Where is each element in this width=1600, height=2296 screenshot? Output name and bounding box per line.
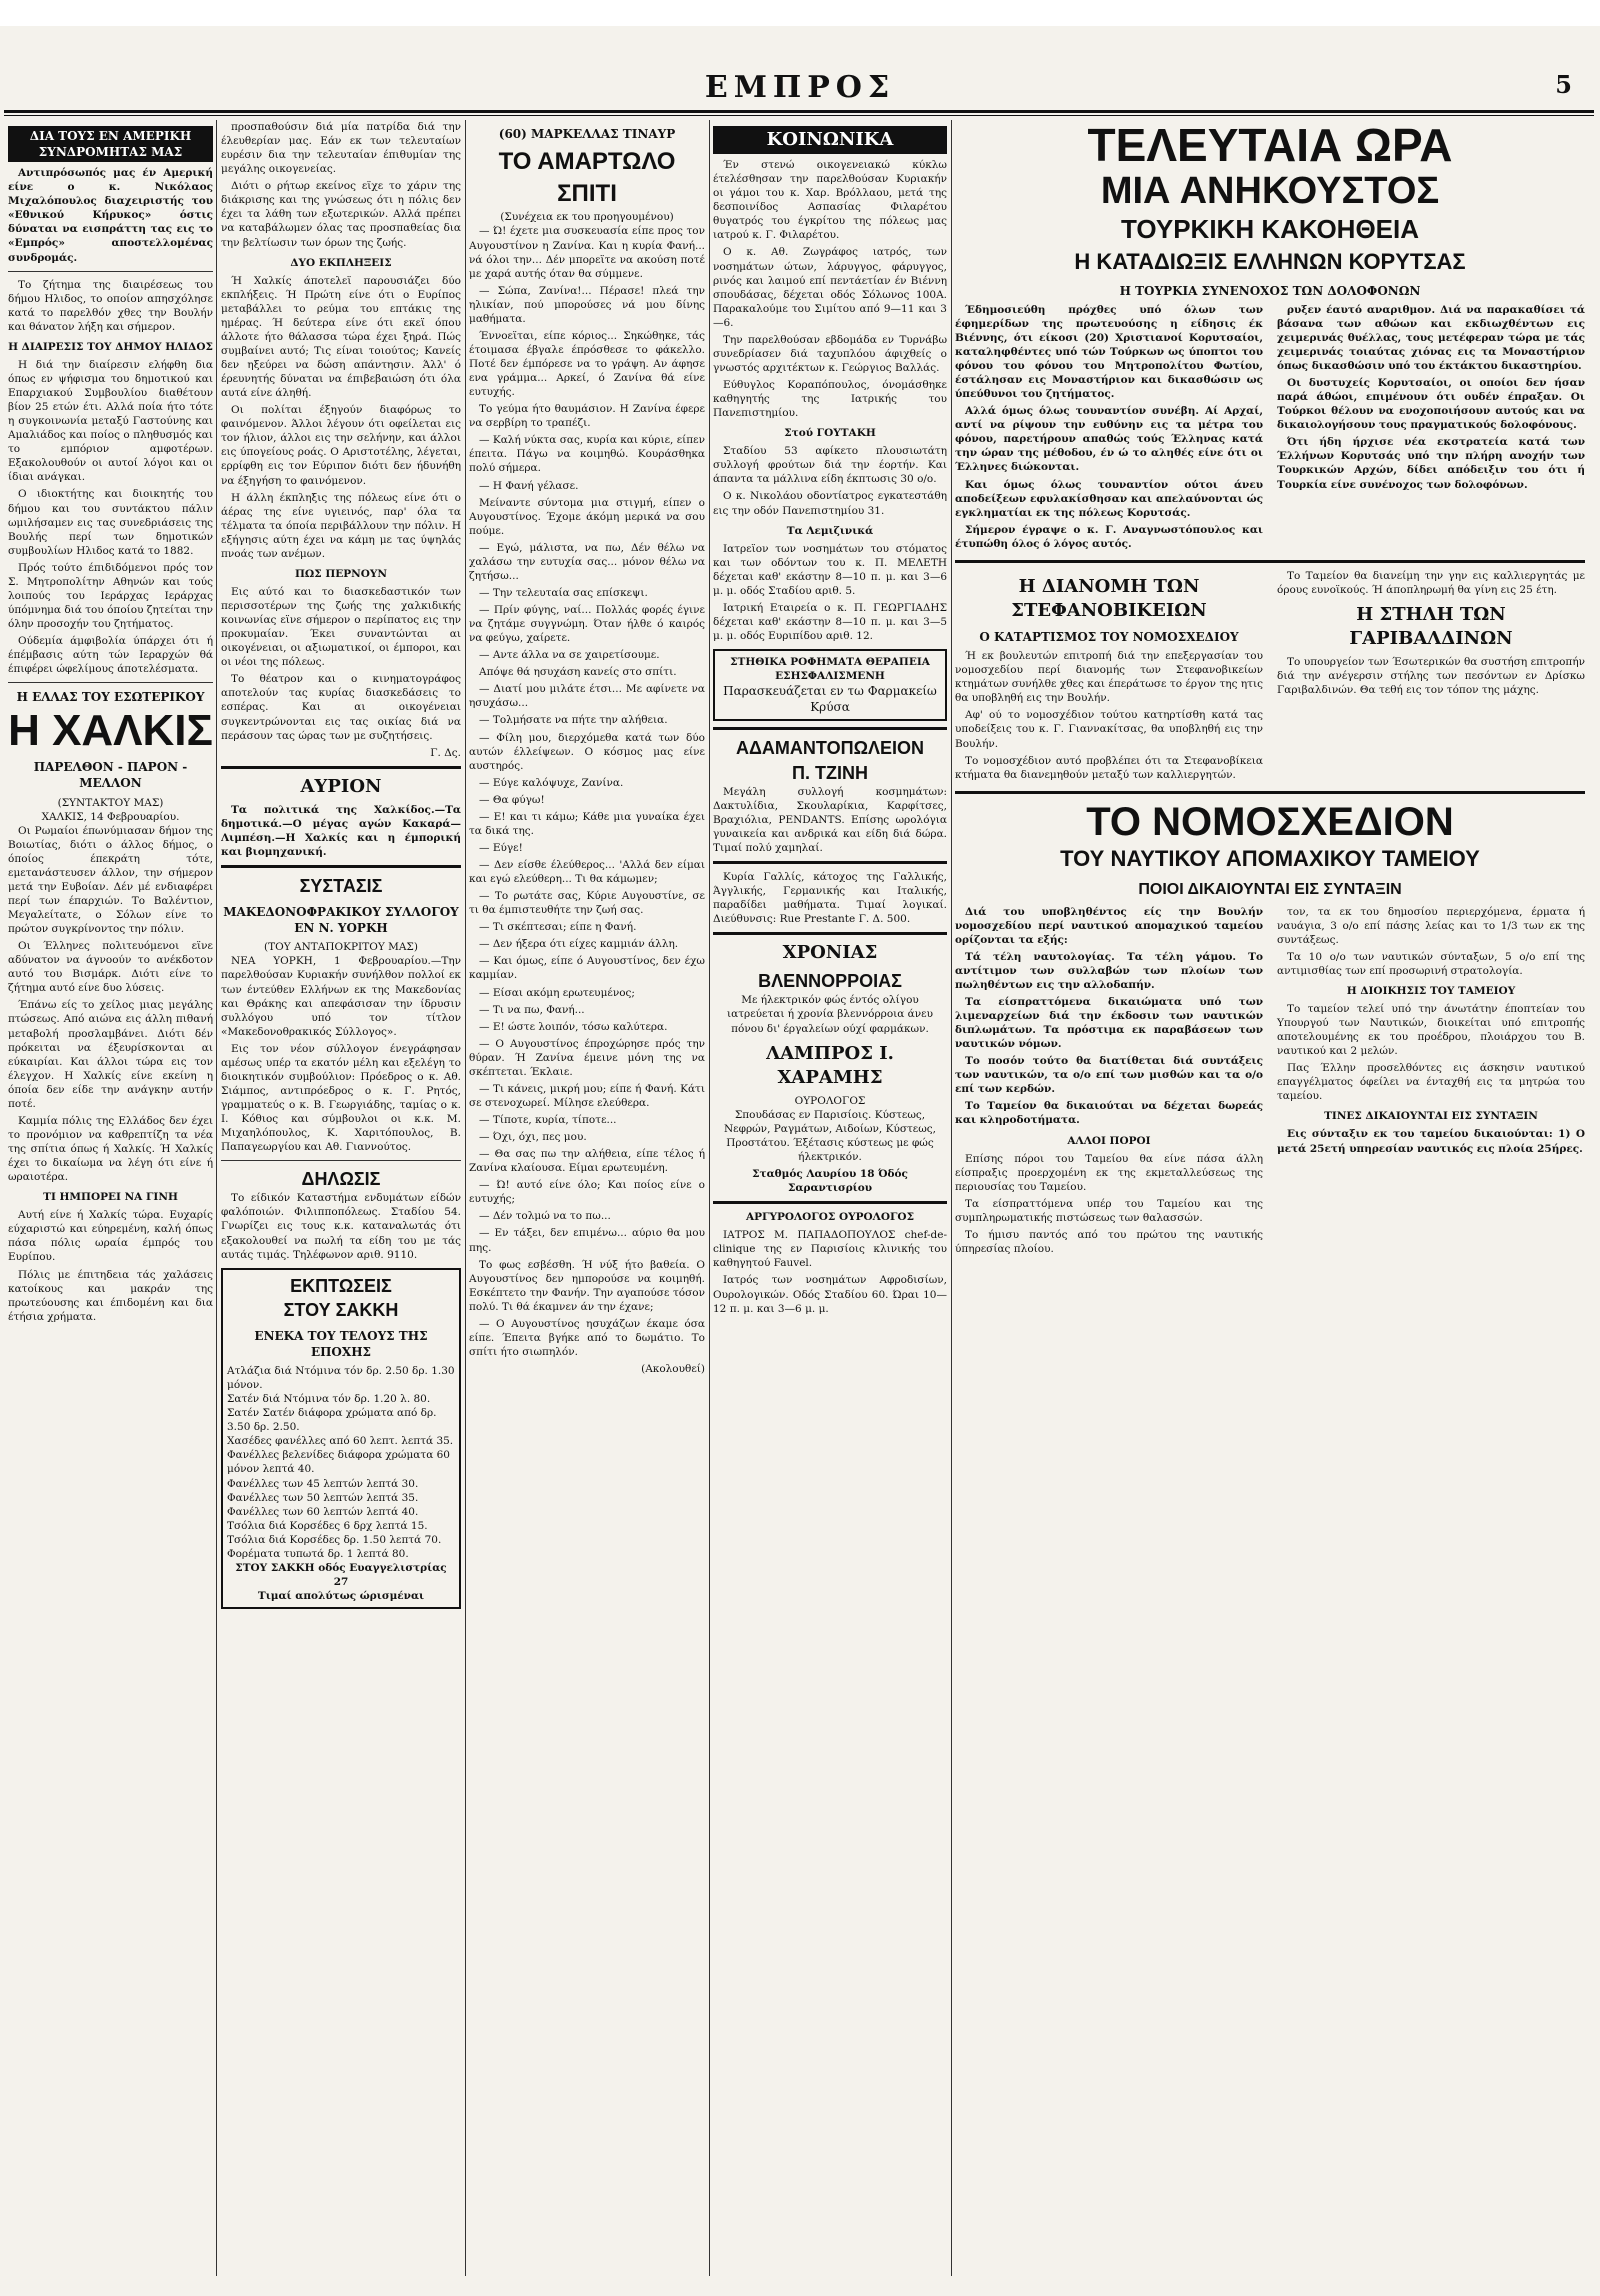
- ad-heading: ΒΛΕΝΝΟΡΡΟΙΑΣ: [758, 971, 902, 992]
- article-paragraph: τον, τα εκ του δημοσίου περιερχόμενα, έρματα ή ναυάγια, 3 ο/ο επί πάσης λείας και το 1/3 των εκ της συντάξεως.: [1277, 905, 1585, 946]
- ad-subheading: ΕΝΕΚΑ ΤΟΥ ΤΕΛΟΥΣ ΤΗΣ ΕΠΟΧΗΣ: [254, 1328, 428, 1359]
- article-paragraph: Πόλις με έπιτηδεια τάς χαλάσεις κατοίκους και μακράν της πρωτεύουσης και έπιδομένη και δια έτήσια χρήματα.: [8, 1268, 213, 1323]
- serial-paragraph: Το γεύμα ήτο θαυμάσιον. Η Ζανίνα έφερε να σερβίρη το τραπέζι.: [469, 403, 705, 430]
- america-headline: ΔΙΑ ΤΟΥΣ ΕΝ ΑΜΕΡΙΚΗ ΣΥΝΔΡΟΜΗΤΑΣ ΜΑΣ: [8, 126, 213, 162]
- subheading: ΑΥΡΙΟΝ: [300, 775, 382, 797]
- doctor-name: ΛΑΜΠΡΟΣ Ι. ΧΑΡΑΜΗΣ: [766, 1042, 894, 1088]
- ad-heading: ΑΡΓΥΡΟΛΟΓΟΣ ΟΥΡΟΛΟΓΟΣ: [745, 1211, 914, 1224]
- column-5: [955, 120, 1585, 2276]
- jeweler-name: Π. ΤΖΙΝΗ: [792, 762, 868, 783]
- ad-list-item: Σατέν διά Ντόμινα τόν δρ. 1.20 λ. 80.: [227, 1393, 431, 1406]
- ilida-subheading: Η ΔΙΑΙΡΕΣΙΣ ΤΟΥ ΔΗΜΟΥ ΗΛΙΔΟΣ: [8, 340, 213, 353]
- serial-paragraph: — Δέν τολμώ να το πω...: [479, 1210, 611, 1223]
- page-top-margin: [0, 0, 1600, 26]
- social-paragraph: Εύθυγλος Κοραπόπουλος, όνομάσθηκε καθηγητής της Ιατρικής του Πανεπιστημίου.: [713, 379, 947, 420]
- article-paragraph: Το ποσόν τούτο θα διατίθεται διά συντάξεις των ναυτικών, τα ο/ο επί των μισθών και τα ο/ο επί των κερδών.: [955, 1055, 1263, 1096]
- ad-list-item: Τσόλια διά Κορσέδες 6 δρχ λεπτά 15.: [227, 1519, 428, 1532]
- subheading: ΔΥΟ ΕΚΠΛΗΞΕΙΣ: [290, 256, 392, 269]
- article-paragraph: Τά τέλη ναυτολογίας. Τα τέλη γάμου. Το αντίτιμον των συλλαβών των πλοίων των πωληθέντων εις την αλλοδαπήν.: [955, 950, 1263, 991]
- article-paragraph: Πρός τούτο έπιδιδόμενοι πρός τον Σ. Μητροπολίτην Αθηνών και τούς λοιπούς του Ιεράρχας Ιεράρχας ύπόμνημα διά του όποίου ζητείται την όλην προσοχήν του ζητήματος.: [8, 561, 213, 631]
- article-paragraph: Η άλλη έκπληξις της πόλεως είνε ότι ο άέρας της είνε υγιεινός, παρ' όλα τα τέλματα τα όποία περιβάλλουν την πόλιν. Η εξήγησις αύτη έχει να κάμη με τας ύψηλάς πνοάς των ανέμων.: [221, 491, 461, 560]
- signature: Γ. Δς.: [430, 746, 461, 759]
- column-separator: [216, 120, 217, 2276]
- korytsa-headline: Η ΚΑΤΑΔΙΩΞΙΣ ΕΛΛΗΝΩΝ ΚΟΡΥΤΣΑΣ: [1074, 249, 1466, 275]
- article-paragraph: Εις αύτό και το διασκεδαστικόν των περισσοτέρων της ζωής της χαλκιδικής κοινωνίας εϊνε σήμερον ο περίπατος εις την προκυμαίαν. Έκει συναντώνται αι οικογένειαι, οι αξιωματικοί, οι έμποροι, και οι νέοι της πόλεως.: [221, 585, 461, 669]
- serial-paragraph: — Τίποτε, κυρία, τίποτε...: [479, 1114, 617, 1127]
- article-paragraph: ΝΕΑ ΥΟΡΚΗ, 1 Φεβρουαρίου.—Την παρελθούσαν Κυριακήν συνήλθον πολλοί εκ των έντεύθεν Ελλήνων εκ της Μακεδονίας και Θράκης και απεφάσισαν την ίδρυσιν συλλόγου υπό τον τίτλον «Μακεδονοθρακικός Σύλλογος».: [221, 955, 461, 1038]
- social-paragraph: Έν στενώ οικογενειακώ κύκλω έτελέσθησαν την παρελθούσαν Κυριακήν οι γάμοι του κ. Χαρ. Βρόλλαου, μετά της δεσποινίδος Ασπασίας Φιλαρέτου θυγατρός του έγκρίτου της πόλεως μας ιατρού κ. Γ. Φιλαρέτου.: [713, 159, 947, 242]
- article-paragraph: Και όμως όλως τουναντίον ούτοι άνευ αποδείξεων εφυλακίσθησαν και απελαύνονται ώς εγκληματίαι εκ της πόλεως Κορυτσάς.: [955, 478, 1263, 519]
- ad-text: Ιατρεϊον των νοσημάτων του στόματος και των οδόντων του κ. Π. ΜΕΛΕΤΗ δέχεται καθ' εκάστην 8—10 π. μ. και 3—6 μ. μ. οδός Σταδίου αριθ. 5.: [713, 542, 947, 597]
- article-paragraph: Το θέατρον και ο κινηματογράφος αποτελούν τας κυρίας διασκεδάσεις το εσπέρας. Και αι οικογένειαι συγκεντρώνονται εις τας οικίας διά να περάσουν τας ώρας των με συζητήσεις.: [221, 673, 461, 742]
- serial-paragraph: — Η Φανή γέλασε.: [479, 479, 579, 492]
- column-2: [221, 120, 461, 2276]
- continuation-note: (Συνέχεια εκ του προηγουμένου): [500, 211, 674, 224]
- byline: (ΣΥΝΤΑΚΤΟΥ ΜΑΣ): [57, 796, 164, 809]
- ad-text: Σταδίου 53 αφίκετο πλουσιωτάτη συλλογή φρούτων διά την έορτήν. Και άπαντα τα μάλλινα είδη έκπτωσις 30 ο/ο.: [713, 445, 947, 486]
- article-paragraph: Τα 10 ο/ο των ναυτικών σύνταξων, 5 ο/ο επί της αντιμισθίας των επί προσωρινή στρατολογία.: [1277, 950, 1585, 977]
- serial-paragraph: — Ώ! αυτό είνε όλο; Και ποίος είνε ο ευτυχής;: [469, 1179, 705, 1206]
- section-heading: Η ΕΛΛΑΣ ΤΟΥ ΕΣΩΤΕΡΙΚΟΥ: [16, 690, 205, 705]
- column-separator: [709, 120, 710, 2276]
- subheading: Η ΣΤΗΛΗ ΤΩΝ ΓΑΡΙΒΑΛΔΙΝΩΝ: [1349, 603, 1513, 650]
- social-paragraph: Ο κ. Νικολάου οδοντίατρος εγκατεστάθη εις την οδόν Πανεπιστημίου 31.: [713, 490, 947, 517]
- serial-paragraph: — Τι κάνεις, μικρή μου; είπε ή Φανή. Κάτι σε στενοχωρεί. Μίλησε ελεύθερα.: [469, 1082, 705, 1109]
- ad-heading: ΣΤΟΥ ΣΑΚΚΗ: [283, 1299, 399, 1320]
- divider: [713, 932, 947, 935]
- systasis-subheading: ΜΑΚΕΔΟΝΟΦΡΑΚΙΚΟΥ ΣΥΛΛΟΓΟΥ ΕΝ Ν. ΥΟΡΚΗ: [223, 905, 459, 936]
- ad-list-item: Χασέδες φανέλλες από 60 λεπτ. λεπτά 35.: [227, 1435, 454, 1448]
- article-paragraph: Το νομοσχέδιον αυτό προβλέπει ότι τα Στεφανοβίκεια κτήματα θα διανεμηθούν μεταξύ των καλλιεργητών.: [955, 754, 1263, 781]
- article-paragraph: Ούδεμία άμφιβολία ύπάρχει ότι ή έπέμβασις αύτη τών Ιεραρχών θά έπιφέρει ώφελίμους άποτελέσματα.: [8, 635, 213, 676]
- ad-text: Κυρία Γαλλίς, κάτοχος της Γαλλικής, Άγγλικής, Γερμανικής και Ιταλικής, παραδίδει μαθήματα. Τιμαί λογικαί. Διεύθυνσις: Rue Prestante Γ. Δ. 500.: [713, 870, 947, 926]
- serial-paragraph: Απόψε θά ησυχάση κανείς στο σπίτι.: [479, 666, 677, 679]
- serial-paragraph: — Τολμήσατε να πήτε την αλήθεια.: [479, 714, 668, 727]
- column-1: [8, 120, 213, 2276]
- article-paragraph: ρυξεν έαυτό αναριθμον. Διά να παρακαθίσει τά βάσανα των αθώων και εκδιωχθέντων εις χειμερινάς θυέλλας, τους μετέφεραν τώρα με τάς χειμερινάς τοιαύτας χιόνας εις τα Μοναστήριον όπως δικασθώσιν υπό του έκτάκτου δικαστηρίου.: [1277, 303, 1585, 373]
- article-paragraph: Το είδικόν Καταστήμα ενδυμάτων είδών φαλόποιών. Φιλιπποπόλεως. Σταδίου 54. Γνωρίζει εις τους κ.κ. καταναλωτάς ότι εξακολουθεί να πωλή τα είδη του με τάς αυτάς τιμάς. Τηλέφωνον αριθ. 9110.: [221, 1192, 461, 1261]
- systasis-headline: ΣΥΣΤΑΣΙΣ: [299, 876, 383, 897]
- serial-paragraph: — Διατί μου μιλάτε έτσι... Με αφίνετε να ησυχάσω...: [469, 683, 705, 710]
- ad-list-item: Σατέν Σατέν διάφορα χρώματα από δρ. 3.50 δρ. 2.50.: [227, 1407, 437, 1434]
- bill-headline: ΤΟ ΝΟΜΟΣΧΕΔΙΟΝ: [1086, 799, 1454, 844]
- column-separator: [951, 120, 952, 2276]
- serial-paragraph: — Δεν ήξερα ότι είχες καμμιάν άλλη.: [479, 938, 679, 951]
- column-4: [713, 120, 947, 2276]
- divider: [713, 1201, 947, 1204]
- serial-paragraph: — Και όμως, είπε ό Αυγουστίνος, δεν έχω καμμίαν.: [469, 955, 705, 982]
- bill-subheading: ΠΟΙΟΙ ΔΙΚΑΙΟΥΝΤΑΙ ΕΙΣ ΣΥΝΤΑΞΙΝ: [1138, 881, 1402, 899]
- divider: [221, 1160, 461, 1161]
- article-paragraph: Αλλά όμως όλως τουναντίον συνέβη. Αί Αρχαί, αντί να ρίψουν την ευθύνην εις τα μέτρα του φόνου, παρετήρουν απαθώς τούς Έλληνας κατά την ώραν της μέθοδου, έν ώ το αληθές είνε ότι οι Έλληνες διώκονται.: [955, 405, 1263, 474]
- article-paragraph: Τα είσπραττόμενα δικαιώματα υπό των λιμεναρχείων διά την έκδοσιν των ναυτικών διπλωμάτων. Τα πρόστιμα εκ παραβάσεων των ναυτικών νόμων.: [955, 995, 1263, 1051]
- byline: (ΤΟΥ ΑΝΤΑΠΟΚΡΙΤΟΥ ΜΑΣ): [264, 941, 418, 954]
- article-paragraph: Ή Χαλκίς άποτελεϊ παρουσιάζει δύο εκπλήξεις. Ή Πρώτη είνε ότι ο Ευρίπος μεταβάλλει το ρεύμα του επτάκις της ημέρας. Ή δεύτερα είνε ότι εκεϊ όπου άλλοτε ήτο θάλασσα τώρα έχει ξηρά. Πώς συμβαίνει αυτό; Τις είναι τοιούτος; Κανείς δεν ηξεύρει να δώση απάντησιν. Άλλ' ό έρευνητής δύναται να έπιβεβαιώση ότι όλα αυτά είνε άληθή.: [221, 274, 461, 400]
- serial-paragraph: — Θα σας πω την αλήθεια, είπε τέλος ή Ζανίνα κλαίουσα. Είμαι ερωτευμένη.: [469, 1148, 705, 1175]
- divider: [8, 682, 213, 683]
- serial-paragraph: — Αντε άλλα να σε χαιρετίσουμε.: [479, 649, 660, 662]
- jeweler-heading: ΑΔΑΜΑΝΤΟΠΩΛΕΙΟΝ: [735, 738, 925, 759]
- subheading: ΑΛΛΟΙ ΠΟΡΟΙ: [1067, 1134, 1151, 1147]
- column-3: [469, 120, 705, 2276]
- article-paragraph: Το ταμείον τελεί υπό την άνωτάτην έποπτείαν του Υπουργού των Ναυτικών, διοικείται υπό επιτροπής αποτελουμένης εκ του προέδρου, πλοιάρχου του Β. ναυτικού και 2 μελών.: [1277, 1002, 1585, 1058]
- serial-paragraph: — Ώ! έχετε μια συσκευασία είπε προς τον Αυγουστίνον η Ζανίνα. Και η κυρία Φανή... νά όλοι την... Δέν μπορεϊτε να ακούση ποτέ με χαρά αυτής όταν θα σύμμενε.: [469, 225, 705, 280]
- ad-text: Ιατρός των νοσημάτων Αφροδισίων, Ουρολογικών. Οδός Σταδίου 60. Ώραι 10—12 π. μ. και 3—6 μ. μ.: [713, 1274, 947, 1315]
- remedy-ad: [713, 649, 947, 721]
- serial-title: ΤΟ ΑΜΑΡΤΩΛΟ ΣΠΙΤΙ: [498, 148, 676, 208]
- article-paragraph: Καμμία πόλις της Ελλάδος δεν έχει το προνόμιον να καθρεπτίζη τα νέα της σπίτια όπως ή Χαλκίς. Ή Χαλκίς έχει το δικαίωμα να λέγη ότι είνε ή ωραιοτέρα.: [8, 1114, 213, 1184]
- doctor-title: ΟΥΡΟΛΟΓΟΣ: [794, 1094, 866, 1107]
- top-rule-thin: [4, 115, 1594, 116]
- masthead-title: ΕΜΠΡΟΣ: [704, 70, 896, 105]
- ad-text: Ιατρική Εταιρεία ο κ. Π. ΓΕΩΡΓΙΑΔΗΣ δέχεται καθ' εκάστην 8—10 π. μ. και 3—5 μ. μ. οδός Ευριπίδου αριθ. 12.: [713, 601, 947, 643]
- divider: [713, 861, 947, 864]
- article-paragraph: Το ζήτημα της διαιρέσεως του δήμου Ηλιδος, το οποίον απησχόλησε κατά το παρελθόν χθες την Βουλήν και θάνατον λήξη και σήμερον.: [8, 278, 213, 333]
- serial-paragraph: Το φως εσβέσθη. Ή νύξ ήτο βαθεία. Ο Αυγουστίνος δεν ημπορούσε να κοιμηθή. Εσκέπτετο την Φανήν. Την αγαπούσε τόσον πολύ. Τι θά έκαμνεν άν την έχανε;: [469, 1258, 705, 1313]
- serial-paragraph: — Σώπα, Ζανίνα!... Πέρασε! πλεά την ηλικίαν, πού μπορούσες νά μου δίνης μαθήματα.: [469, 284, 705, 325]
- bill-subheadline: ΤΟΥ ΝΑΥΤΙΚΟΥ ΑΠΟΜΑΧΙΚΟΥ ΤΑΜΕΙΟΥ: [1060, 845, 1480, 871]
- subheading: Η ΔΙΑΝΟΜΗ ΤΩΝ ΣΤΕΦΑΝΟΒΙΚΕΙΩΝ: [1011, 575, 1207, 621]
- serial-paragraph: — Εν τάξει, δεν επιμένω... αύριο θα μου πης.: [469, 1227, 705, 1254]
- serial-label: (60) ΜΑΡΚΕΛΛΑΣ ΤΙΝΑΥΡ: [498, 127, 676, 141]
- ad-text: Με ήλεκτρικόν φώς έντός ολίγου ιατρεύεται ή χρονία βλεννόρροια άνευ πόνου δι' έργαλείων ούχί φαρμάκων.: [727, 994, 933, 1035]
- article-paragraph: Τα είσπραττόμενα υπέρ του Ταμείου και της συμπληρωματικής πιστώσεως των θαλασσών.: [955, 1197, 1263, 1224]
- serial-paragraph: — Εγώ, μάλιστα, να πω, Δέν θέλω να χαλάσω την ευτυχία σας... μόνον θέλω να ζητήσω...: [469, 541, 705, 582]
- divider: [221, 766, 461, 769]
- article-paragraph: Πας Έλλην προσελθόντες εις άσκησιν ναυτικού επαγγέλματος όφείλει να ένταχθή εις τα μητρώα του ταμείου.: [1277, 1062, 1585, 1103]
- ad-heading: ΣΤΗΘΙΚΑ ΡΟΦΗΜΑΤΑ ΘΕΡΑΠΕΙΑ ΕΣΗΣΦΑΛΙΣΜΕΝΗ: [730, 656, 930, 683]
- main-subheadline: ΤΟΥΡΚΙΚΗ ΚΑΚΟΗΘΕΙΑ: [1120, 214, 1420, 245]
- article-paragraph: Οι Ρωμαίοι έπωνύμιασαν δήμον της Βοιωτίας, διότι ο άλλος δήμος, ο όποίος έπεκράτη τότε, εμετανάστευσεν άλλον, την σήμερον μετά την Ευβοίαν. Δέν μέ ενδιαφέρει περί των έπαρχιών. Το Βαλέντιον, Μεγαλείτατε, ο Σόλων είνε το πρώτον συγκρίνοντος την πόλιν.: [8, 824, 213, 936]
- subheading: ΤΙ ΗΜΠΟΡΕΙ ΝΑ ΓΙΝΗ: [43, 1191, 178, 1204]
- subheading: ΠΩΣ ΠΕΡΝΟΥΝ: [295, 567, 387, 580]
- page-number: 5: [1555, 70, 1572, 99]
- ad-list-item: Φανέλλες των 60 λεπτών λεπτά 40.: [227, 1505, 419, 1518]
- social-paragraph: Ο κ. Αθ. Ζωγράφος ιατρός, των νοσημάτων ώτων, λάρυγγος, φάρυγγος, ρινός και λαιμού επί πεντάετίαν έν Βιέννη σπουδάσας, δέχεται οδός Σόλωνος 100Α. Παρακαλούμε του Σιμίτου από 9—11 και 3—6.: [713, 246, 947, 329]
- article-paragraph: Οι Έλληνες πολιτευόμενοι εϊνε αδύνατον να άγνοούν το ανέκδοτον αυτό του Βισμάρκ. Διότι είνε το ζήτημα αυτό είνε δυο λύσεις.: [8, 940, 213, 995]
- serial-paragraph: — Όχι, όχι, πες μου.: [479, 1131, 587, 1144]
- divider: [955, 791, 1585, 794]
- dilosis-headline: ΔΗΛΩΣΙΣ: [301, 1169, 381, 1190]
- ad-list-item: Φανέλλες των 50 λεπτών λεπτά 35.: [227, 1491, 419, 1504]
- serial-paragraph: — Φίλη μου, διερχόμεθα κατά των δύο αυτών έλλείψεων. Ο κόσμος μας είνε αυστηρός.: [469, 731, 705, 772]
- article-paragraph: Επίσης πόροι του Ταμείου θα είνε πάσα άλλη είσπραξις προερχομένη εκ της εκμεταλλεύσεως της περιουσίας του Ταμείου.: [955, 1152, 1263, 1193]
- article-paragraph: Τα πολιτικά της Χαλκίδος.—Τα δημοτικά.—Ο μέγας αγών Κακαρά—Λιμπέση.—Η Χαλκίς και η έμπορική και βιομηχανική.: [221, 803, 461, 858]
- serial-paragraph: — Ο Αυγουστίνος έπροχώρησε πρός την θύραν. Ή Ζανίνα έμεινε μόνη της να σκέπτεται. Έκλαιε.: [469, 1037, 705, 1078]
- serial-paragraph: Έννοεϊται, είπε κόριος... Σηκώθηκε, τάς έτοιμασα έβγαλε έπρόσθεσε το φάκελλο. Ποτέ δεν έμπόρεσε να το γράψη. Αν άφησε ενα γράμμα... Αρκεί, ό Ζανίνα θά είνε ευτυχής.: [469, 329, 705, 399]
- serial-paragraph: — Είσαι ακόμη ερωτευμένος;: [479, 986, 635, 999]
- ad-heading: ΕΚΠΤΩΣΕΙΣ: [290, 1275, 392, 1296]
- article-paragraph: Το ήμισυ παντός από του πρώτου της ναυτικής ύπηρεσίας πλοίου.: [955, 1228, 1263, 1255]
- article-paragraph: Έδημοσιεύθη πρόχθες υπό όλων των έφημερίδων της πρωτευούσης η είδησις έκ Βιέννης, ότι είκοσι (20) Χριστιανοί Κορυτσαίοι, καταληφθέντες υπό τών Τούρκων ως ύποπτοι του φόνου του φόνου του Μητροπολίτου Φωτίου, έστάλησαν εις Μοναστήριον και δικασθώσιν ως ύπεύθυνοι του ζητήματος.: [955, 303, 1263, 401]
- serial-paragraph: — Τι σκέπτεσαι; είπε η Φανή.: [479, 921, 637, 934]
- divider: [221, 865, 461, 868]
- top-rule: [4, 110, 1594, 113]
- ad-text: ΙΑΤΡΟΣ Μ. ΠΑΠΑΔΟΠΟΥΛΟΣ chef-de-clinique της εν Παρισίοις κλινικής του καθηγητού Fauvel.: [713, 1229, 947, 1270]
- ad-note: Παρασκευάζεται εν τω Φαρμακείω Κρύσα: [723, 684, 937, 715]
- serial-paragraph: — Το ρωτάτε σας, Κύριε Αυγουστίνε, σε τι θα έμπιστευθήτε την ζωή σας.: [469, 890, 705, 917]
- korytsa-subheading: Η ΤΟΥΡΚΙΑ ΣΥΝΕΝΟΧΟΣ ΤΩΝ ΔΟΛΟΦΟΝΩΝ: [1119, 283, 1421, 298]
- last-hour-headline: ΤΕΛΕΥΤΑΙΑ ΩΡΑ: [1087, 120, 1453, 171]
- ad-heading: Στού ΓΟΥΤΑΚΗ: [784, 427, 876, 440]
- ad-address: ΣΤΟΥ ΣΑΚΚΗ οδός Ευαγγελιστρίας 27: [235, 1561, 447, 1588]
- chalkis-headline: Η ΧΑΛΚΙΣ: [8, 706, 213, 756]
- continuation-note: (Ακολουθεί): [641, 1363, 705, 1376]
- article-paragraph: Σήμερον έγραψε ο κ. Γ. Αναγνωστόπουλος και έτυπώθη όλος ό λόγος αυτός.: [955, 523, 1263, 550]
- serial-paragraph: — Εύγε καλόψυχε, Ζανίνα.: [479, 776, 624, 789]
- ad-text: Μεγάλη συλλογή κοσμημάτων: Δακτυλίδια, Σκουλαρίκια, Καρφίτσες, Βραχιόλια, PENDANTS. Επίσης ωρολόγια γυναικεία και ανδρικά και είδη διά δώρα. Τιμαί πολύ χαμηλαί.: [713, 785, 947, 854]
- article-paragraph: Αυτή είνε ή Χαλκίς τώρα. Ευχαρίς εύχαριστώ και εύηρεμένη, καλή όπως πάσα πόλις ωραία έμπρός του Ευρίπου.: [8, 1209, 213, 1264]
- article-paragraph: Το υπουργείον των Έσωτερικών θα συστήση επιτροπήν διά την ανέγερσιν στήλης των πεσόντων εν Δρίσκω Γαριβαλδινών. Θα τεθή εις τον τόπον της μάχης.: [1277, 656, 1585, 697]
- serial-paragraph: — Καλή νύκτα σας, κυρία και κύριε, είπεν έπειτα. Πάγω να κοιμηθώ. Κουράσθηκα πολύ σήμερα.: [469, 434, 705, 475]
- social-heading: ΚΟΙΝΩΝΙΚΑ: [713, 126, 947, 154]
- chalkis-subheading: ΠΑΡΕΛΘΟΝ - ΠΑΡΟΝ - ΜΕΛΛΟΝ: [33, 760, 188, 791]
- article-paragraph: Το Ταμείον θα διανείμη την γην εις καλλιεργητάς με όρους ευνοϊκούς. Ή άποπληρωμή θα γίνη εις 25 έτη.: [1277, 569, 1585, 596]
- ad-list-item: Τσόλια διά Κορσέδες δρ. 1.50 λεπτά 70.: [227, 1533, 442, 1546]
- article-paragraph: Εις σύνταξιν εκ του ταμείου δικαιούνται: 1) Ο μετά 25ετή υπηρεσίαν ναυτικός εις πλοία 25ήρες.: [1277, 1128, 1585, 1155]
- ad-heading: Τα Λεμιζινικά: [786, 524, 874, 537]
- divider: [713, 727, 947, 730]
- ad-list-item: Φορέματα τυπωτά δρ. 1 λεπτά 80.: [227, 1547, 409, 1560]
- column-separator: [465, 120, 466, 2276]
- article-paragraph: Διά του υποβληθέντος είς την Βουλήν νομοσχεδίου περί ναυτικού απομαχικού ταμείου ορίζονται τα εξής:: [955, 905, 1263, 946]
- article-paragraph: Οι πολίται έξηγούν διαφόρως το φαινόμενον. Άλλοι λέγουν ότι οφείλεται εις τον ήλιον, άλλοι εις την σελήνην, και άλλοι εις ύπογείους ροάς. Ο Αριστοτέλης, λέγεται, ερρίφθη εις τον Εύριπον διότι δεν ήδυνήθη να έξηγήση το φαινόμενον.: [221, 404, 461, 487]
- article-paragraph: Αφ' ού το νομοσχέδιον τούτου κατηρτίσθη κατά τας υποδείξεις του κ. Γ. Γιαννακίτσας, θα υποβληθή εις την Βουλήν.: [955, 709, 1263, 750]
- article-paragraph: Οι δυστυχείς Κορυτσαίοι, οι οποίοι δεν ήσαν παρά άθώοι, επιμένουν ότι ουδέν έπραξαν. Οι Τούρκοι θέλουν να ενοχοποιήσουν αυτούς και να δικαιολογήσουν τους πραγματικούς δολοφόνους.: [1277, 377, 1585, 432]
- article-paragraph: Το Ταμείον θα δικαιούται να δέχεται δωρεάς και κληροδοτήματα.: [955, 1100, 1263, 1127]
- social-paragraph: Την παρελθούσαν εβδομάδα εν Τυρνάβω συνεδρίασεν διά ταχυπλόου άφιχθείς ο γνωστός αρχιτέκτων κ. Γεώργιος Βαλλάς.: [713, 333, 947, 374]
- serial-paragraph: — Ο Αυγουστίνος ησυχάζων έκαμε όσα είπε. Έπειτα βγήκε από το δωμάτιο. Το σπίτι ήτο σιωπηλόν.: [469, 1317, 705, 1358]
- serial-paragraph: — Πρίν φύγης, ναί... Πολλάς φορές έγινε να ζητάμε συγγνώμη. Όταν ήλθε ό καιρός να φεύγω, χαίρετε.: [469, 604, 705, 645]
- article-paragraph: Έπάνω είς το χείλος μιας μεγάλης πτώσεως. Από αιώνα εις άλλη πιθανή μεταβολή προσλαμβάνει. Διότι δέν πρόκειται να έξευρίσκονται αι εύκαιρίαι. Και άλλοι τώρα εις τον έλεγχον. Η Χαλκίς είνε εκείνη η όποία δεν είδε την ανάγκην αυτήν ποτέ.: [8, 999, 213, 1110]
- ad-list-item: Ατλάζια διά Ντόμινα τόν δρ. 2.50 δρ. 1.30 μόνον.: [227, 1365, 455, 1392]
- divider: [8, 271, 213, 272]
- serial-paragraph: Μείναντε σύντομα μια στιγμή, είπεν ο Αυγουστίνος. Έχομε άκόμη μερικά να σου πούμε.: [469, 496, 705, 537]
- america-intro: Αντιπρόσωπός μας έν Αμερική είνε ο κ. Νικόλαος Μιχαλόπουλος διαχειριστής του «Εθνικού Κήρυκος» όστις δύναται να εισπράττη τας εις το «Εμπρός» αποστελλομένας συνδρομάς.: [8, 167, 213, 264]
- serial-paragraph: — Θα φύγω!: [479, 793, 545, 806]
- article-paragraph: Η διά την διαίρεσιν ελήφθη δια όπως εν ψήφισμα του δημοτικού και Επαρχιακού Συμβουλίου διαθέτουν βίον 25 ετών έτι. Αλλά ποία ήτο τότε η συγκοινωνία μεταξύ Γαστούνης και Αμαλιάδος και ποίος ο πληθυσμός και το εμπόριον αμφοτέρων. Εξακολουθούν οι αυτοί λόγοι και οι ίδιαι ανάγκαι.: [8, 358, 213, 484]
- ad-list-item: Φανέλλες βελενίδες διάφορα χρώματα 60 μόνον λεπτά 40.: [227, 1449, 450, 1476]
- korytsa-article: [955, 303, 1585, 554]
- ad-list-item: Φανέλλες των 45 λεπτών λεπτά 30.: [227, 1477, 419, 1490]
- article-paragraph: Εις τον νέον σύλλογον ένεγράφησαν αμέσως υπέρ τα εκατόν μέλη και εξελέγη το διοικητικόν συμβούλιον: Πρόεδρος ο κ. Αθ. Σιάμπος, αντιπρόεδρος ο κ. Γ. Ρητός, γραμματεύς ο κ. Β. Γεωργιάδης, ταμίας ο κ. Ι. Κόθιος και σύμβουλοι οι κ.κ. Μ. Μιχαηλόπουλος, Κ. Χαριτόπουλος, Β. Παπαγεωργίου και Αθ. Γιαννούτος.: [221, 1042, 461, 1154]
- subheading: ΤΙΝΕΣ ΔΙΚΑΙΟΥΝΤΑΙ ΕΙΣ ΣΥΝΤΑΞΙΝ: [1324, 1110, 1538, 1123]
- bill-article: [955, 905, 1585, 1259]
- serial-paragraph: — Τι να πω, Φανή...: [479, 1003, 585, 1016]
- dateline: ΧΑΛΚΙΣ, 14 Φεβρουαρίου.: [41, 810, 180, 823]
- ad-note: Τιμαί απολύτως ώρισμέναι: [257, 1590, 425, 1603]
- serial-paragraph: — Εύγε!: [479, 841, 523, 854]
- serial-paragraph: — Ε! και τι κάμω; Κάθε μια γυναίκα έχει τα δικά της.: [469, 810, 705, 837]
- serial-paragraph: — Δεν είσθε έλεύθερος... 'Αλλά δεν είμαι και εγώ ελεύθερη... Τι θα κάμωμεν;: [469, 859, 705, 886]
- main-headline: ΜΙΑ ΑΝΗΚΟΥΣΤΟΣ: [1100, 169, 1440, 212]
- news-split: [955, 569, 1585, 785]
- ad-heading: ΧΡΟΝΙΑΣ: [782, 942, 878, 964]
- serial-paragraph: — Την τελευταία σας επίσκεψι.: [479, 586, 648, 599]
- article-paragraph: Διότι ο ρήτωρ εκείνος εϊχε το χάριν της διάκρισης και της γνώσεως ότι η πόλις δεν έχει τα λάθη των εξωτερικών. Αλλά πρέπει να καταβάλωμεν όλας τας προσπαθείας δια την βελτίωσιν των όρων της ζωής.: [221, 180, 461, 249]
- divider: [955, 560, 1585, 563]
- article-paragraph: προσπαθούσιν διά μία πατρίδα διά την έλευθερίαν μας. Εάν εκ των τελευταίων ευρέσιν δια την τελευταίαν έπιθυμίαν της μεγάλης οικογενείας.: [221, 121, 461, 176]
- ad-text: Σπουδάσας εν Παρισίοις. Κύστεως, Νεφρών, Ραγμάτων, Αιδοίων, Κύστεως, Προστάτου. Έξέτασις κύστεως με φώς ήλεκτρικόν.: [723, 1108, 937, 1164]
- subheading: Ο ΚΑΤΑΡΤΙΣΜΟΣ ΤΟΥ ΝΟΜΟΣΧΕΔΙΟΥ: [979, 630, 1239, 645]
- sakki-ad: [221, 1268, 461, 1609]
- ad-address: Σταθμός Λαυρίου 18 Όδός Σαραντισρίου: [752, 1168, 908, 1195]
- article-paragraph: Ότι ήδη ήρχισε νέα εκστρατεία κατά των Έλλήνων Κορυτσάς υπό την πλήρη ανοχήν των Τουρκικών Αρχών, δίδει απόδειξιν του ότι ή Τουρκία είνε συνένοχος των δολοφόνων.: [1277, 436, 1585, 491]
- subheading: Η ΔΙΟΙΚΗΣΙΣ ΤΟΥ ΤΑΜΕΙΟΥ: [1346, 984, 1516, 997]
- article-paragraph: Ο ιδιοκτήτης και διοικητής του δήμου και του συντάκτου πάλιν ωμιλήσαμεν εις τας συνεδριάσεις της Βουλής περί των δημοτικών συμβουλίων Ηλιδος κατά το 1882.: [8, 488, 213, 557]
- article-paragraph: Ή εκ βουλευτών επιτροπή διά την επεξεργασίαν του νομοσχεδίου περί διανομής των Στεφανοβικείων κτημάτων συνήλθε χθες και έπεράτωσε το έργον της ητις θα υποβληθή εις την Βουλήν.: [955, 650, 1263, 705]
- serial-paragraph: — Ε! ώστε λοιπόν, τόσω καλύτερα.: [479, 1020, 668, 1033]
